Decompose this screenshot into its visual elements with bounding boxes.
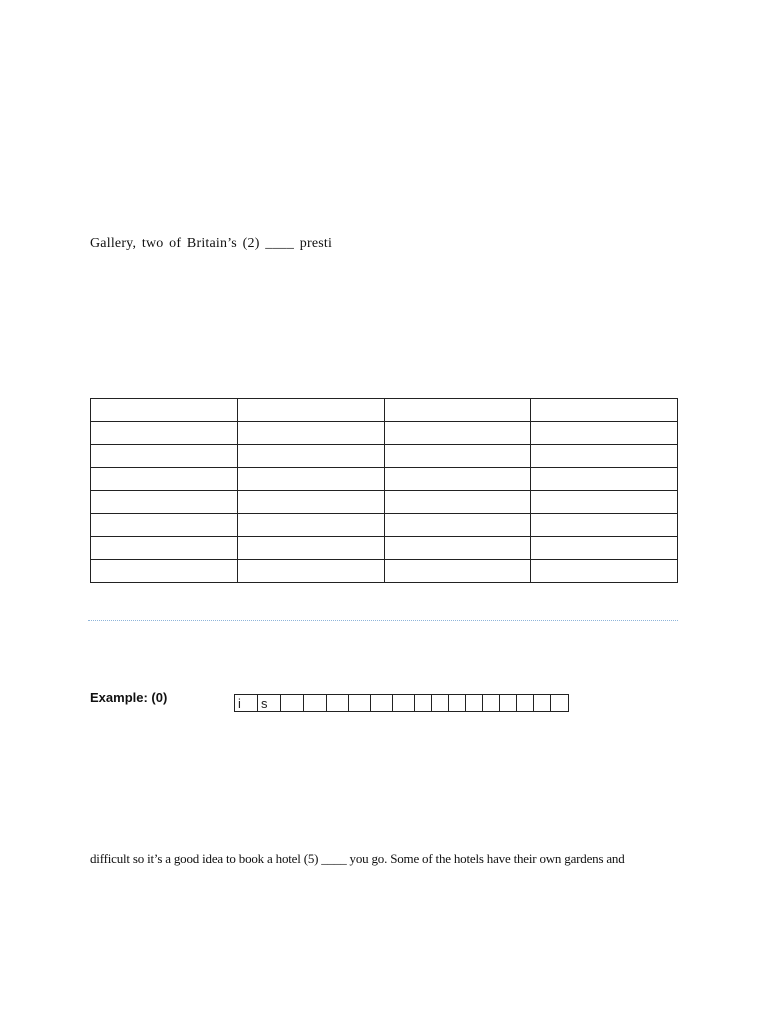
passage-fragment-line-1: Gallery, two of Britain’s (2) ____ presti [90,236,333,251]
table-row [91,399,678,422]
table-cell[interactable] [531,560,678,583]
table-cell[interactable] [384,537,531,560]
table-cell[interactable] [237,399,384,422]
table-cell[interactable] [531,422,678,445]
letter-box[interactable] [551,694,569,712]
letter-box[interactable] [349,694,371,712]
table-cell[interactable] [237,445,384,468]
example-label: Example: (0) [90,690,168,705]
letter-box[interactable] [415,694,432,712]
table-cell[interactable] [91,399,238,422]
letter-box[interactable] [327,694,349,712]
letter-box[interactable] [371,694,393,712]
table-cell[interactable] [384,445,531,468]
letter-box[interactable] [500,694,517,712]
table-cell[interactable] [91,537,238,560]
table-cell[interactable] [384,514,531,537]
table-row [91,445,678,468]
table-cell[interactable] [237,491,384,514]
letter-box[interactable] [304,694,327,712]
table-cell[interactable] [237,468,384,491]
table-row [91,560,678,583]
answer-table [90,398,678,583]
table-cell[interactable] [237,422,384,445]
letter-box[interactable] [517,694,534,712]
table-row [91,514,678,537]
table-cell[interactable] [91,445,238,468]
example-answer-boxes [234,694,569,712]
passage-fragment-line-2: difficult so it’s a good idea to book a hotel (5) ____ you go. Some of the hotels have their own gardens and [90,851,625,866]
table-cell[interactable] [531,468,678,491]
table-cell[interactable] [384,422,531,445]
dotted-divider [88,620,678,621]
table-cell[interactable] [237,514,384,537]
letter-box[interactable] [466,694,483,712]
letter-box[interactable]: i [235,694,258,712]
table-cell[interactable] [91,422,238,445]
table-cell[interactable] [531,514,678,537]
letter-box[interactable] [432,694,449,712]
letter-box[interactable] [393,694,415,712]
table-cell[interactable] [91,491,238,514]
table-cell[interactable] [384,491,531,514]
table-row [91,422,678,445]
letter-box[interactable]: s [258,694,281,712]
table-cell[interactable] [531,445,678,468]
table-row [91,537,678,560]
table-cell[interactable] [237,537,384,560]
table-cell[interactable] [91,560,238,583]
letter-box[interactable] [281,694,304,712]
table-cell[interactable] [531,537,678,560]
table-row [91,491,678,514]
table-cell[interactable] [91,514,238,537]
letter-box[interactable] [449,694,466,712]
table-row [91,468,678,491]
table-cell[interactable] [91,468,238,491]
table-cell[interactable] [384,468,531,491]
table-cell[interactable] [384,399,531,422]
table-cell[interactable] [384,560,531,583]
table-cell[interactable] [531,399,678,422]
table-cell[interactable] [237,560,384,583]
letter-box[interactable] [534,694,551,712]
table-cell[interactable] [531,491,678,514]
letter-box[interactable] [483,694,500,712]
